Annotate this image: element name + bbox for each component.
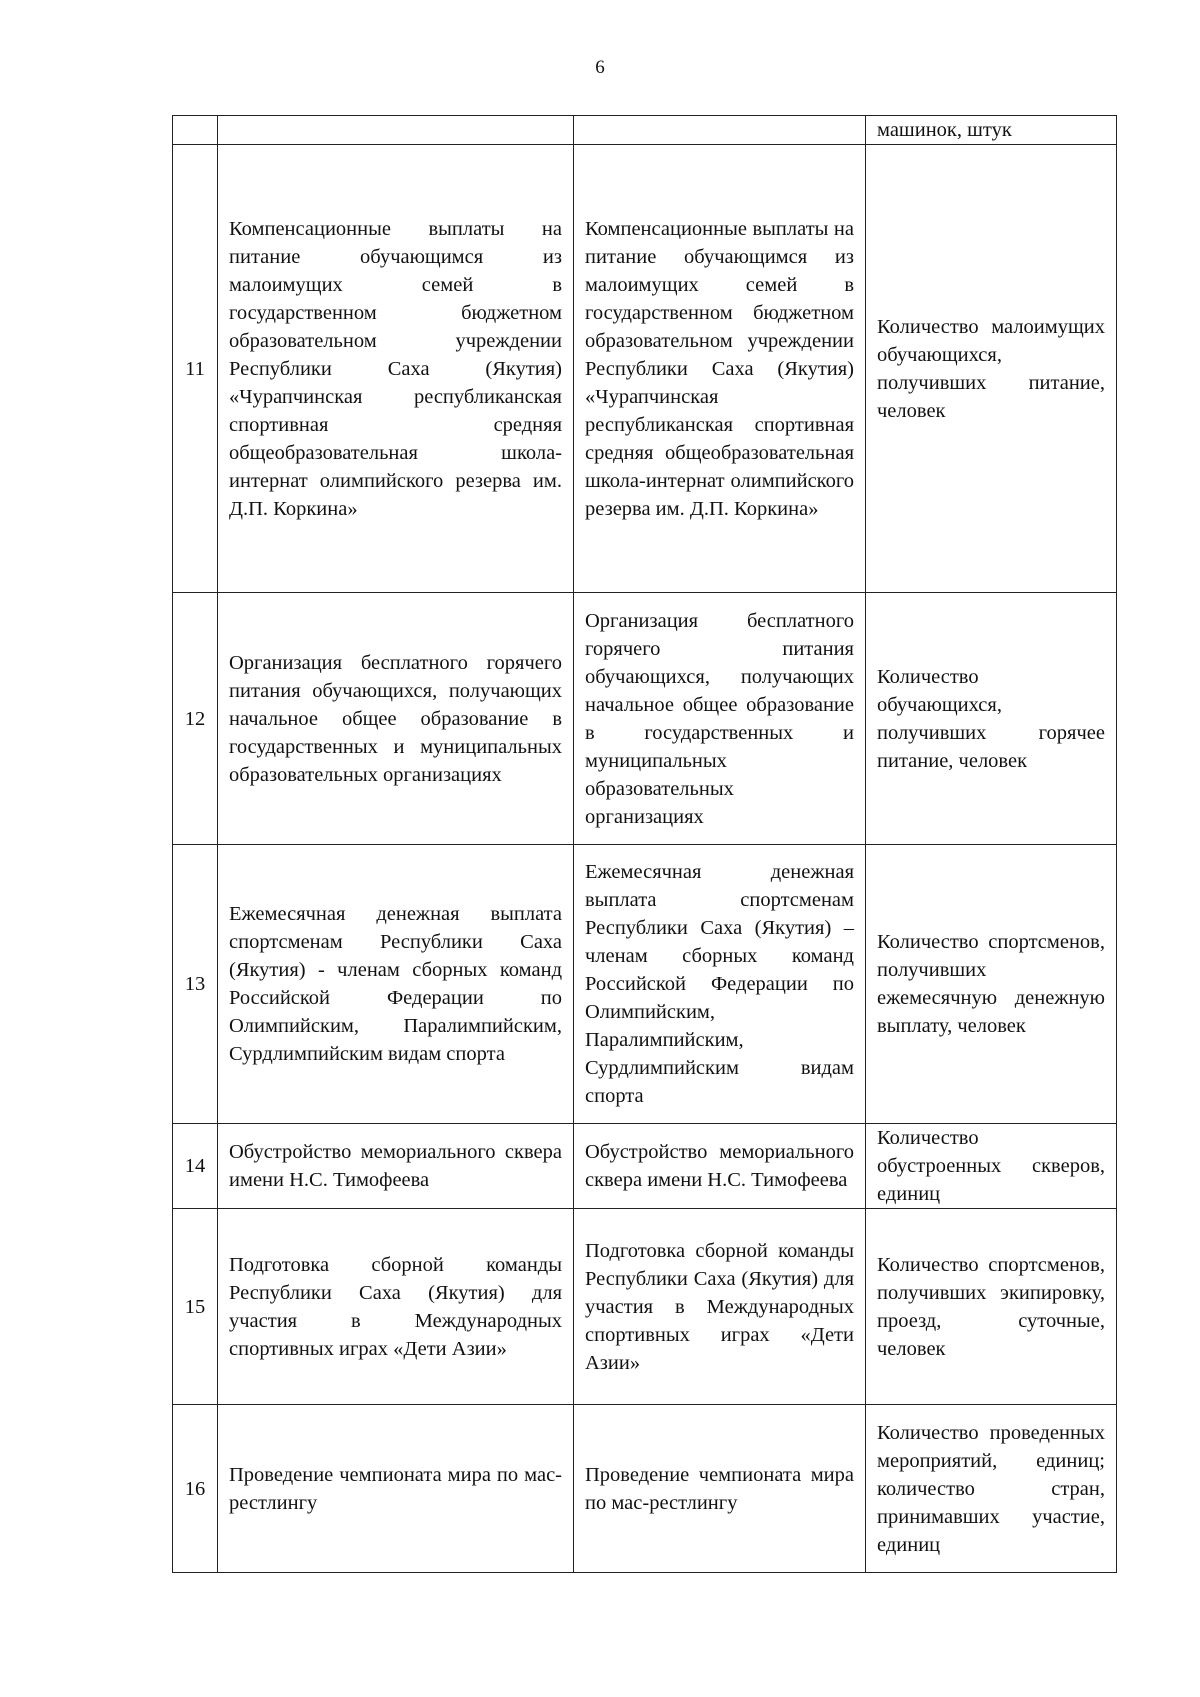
event-cell: Проведение чемпионата мира по мас-рестлингу <box>218 1405 574 1573</box>
event-cell: Компенсационные выплаты на питание обучающимся из малоимущих семей в государственном бюджетном образовательном учреждении Республики Саха (Якутия) «Чурапчинская республиканская спортивная средняя общеобразовательная школа-интернат олимпийского резерва им. Д.П. Коркина» <box>218 145 574 593</box>
row-number-cell: 16 <box>173 1405 218 1573</box>
event-cell <box>218 116 574 145</box>
indicator-cell: Количество спортсменов, получивших экипировку, проезд, суточные, человек <box>866 1209 1117 1405</box>
event-cell: Подготовка сборной команды Республики Саха (Якутия) для участия в Международных спортивных играх «Дети Азии» <box>218 1209 574 1405</box>
row-number-cell: 13 <box>173 845 218 1124</box>
indicator-cell: Количество малоимущих обучающихся, получивших питание, человек <box>866 145 1117 593</box>
event-cell: Ежемесячная денежная выплата спортсменам Республики Саха (Якутия) - членам сборных команд Российской Федерации по Олимпийским, Паралимпийским, Сурдлимпийским видам спорта <box>218 845 574 1124</box>
table-row <box>173 1405 1117 1573</box>
result-cell: Компенсационные выплаты на питание обучающимся из малоимущих семей в государственном бюджетном образовательном учреждении Республики Саха (Якутия) «Чурапчинская республиканская спортивная средняя общеобразовательная школа-интернат олимпийского резерва им. Д.П. Коркина» <box>574 145 866 593</box>
row-number-cell: 15 <box>173 1209 218 1405</box>
indicator-cell: Количество обустроенных скверов, единиц <box>866 1124 1117 1209</box>
indicator-cell: машинок, штук <box>866 116 1117 145</box>
row-number-cell: 14 <box>173 1124 218 1209</box>
indicator-cell: Количество проведенных мероприятий, единиц; количество стран, принимавших участие, единиц <box>866 1405 1117 1573</box>
result-cell: Обустройство мемориального сквера имени Н.С. Тимофеева <box>574 1124 866 1209</box>
row-number-cell <box>173 116 218 145</box>
indicator-cell: Количество обучающихся, получивших горячее питание, человек <box>866 593 1117 845</box>
table-row <box>173 845 1117 1124</box>
result-cell: Организация бесплатного горячего питания обучающихся, получающих начальное общее образование в государственных и муниципальных образовательных организациях <box>574 593 866 845</box>
event-cell: Обустройство мемориального сквера имени Н.С. Тимофеева <box>218 1124 574 1209</box>
table-row <box>173 1124 1117 1209</box>
event-cell: Организация бесплатного горячего питания обучающихся, получающих начальное общее образование в государственных и муниципальных образовательных организациях <box>218 593 574 845</box>
page-number: 6 <box>595 57 605 78</box>
result-cell: Ежемесячная денежная выплата спортсменам Республики Саха (Якутия) – членам сборных команд Российской Федерации по Олимпийским, Паралимпийским, Сурдлимпийским видам спорта <box>574 845 866 1124</box>
result-cell <box>574 116 866 145</box>
measures-table <box>172 115 1117 1573</box>
row-number-cell: 12 <box>173 593 218 845</box>
result-cell: Проведение чемпионата мира по мас-рестлингу <box>574 1405 866 1573</box>
table-row <box>173 593 1117 845</box>
result-cell: Подготовка сборной команды Республики Саха (Якутия) для участия в Международных спортивных играх «Дети Азии» <box>574 1209 866 1405</box>
table-row-continuation <box>173 116 1117 145</box>
table-row <box>173 145 1117 593</box>
indicator-cell: Количество спортсменов, получивших ежемесячную денежную выплату, человек <box>866 845 1117 1124</box>
table-row <box>173 1209 1117 1405</box>
row-number-cell: 11 <box>173 145 218 593</box>
